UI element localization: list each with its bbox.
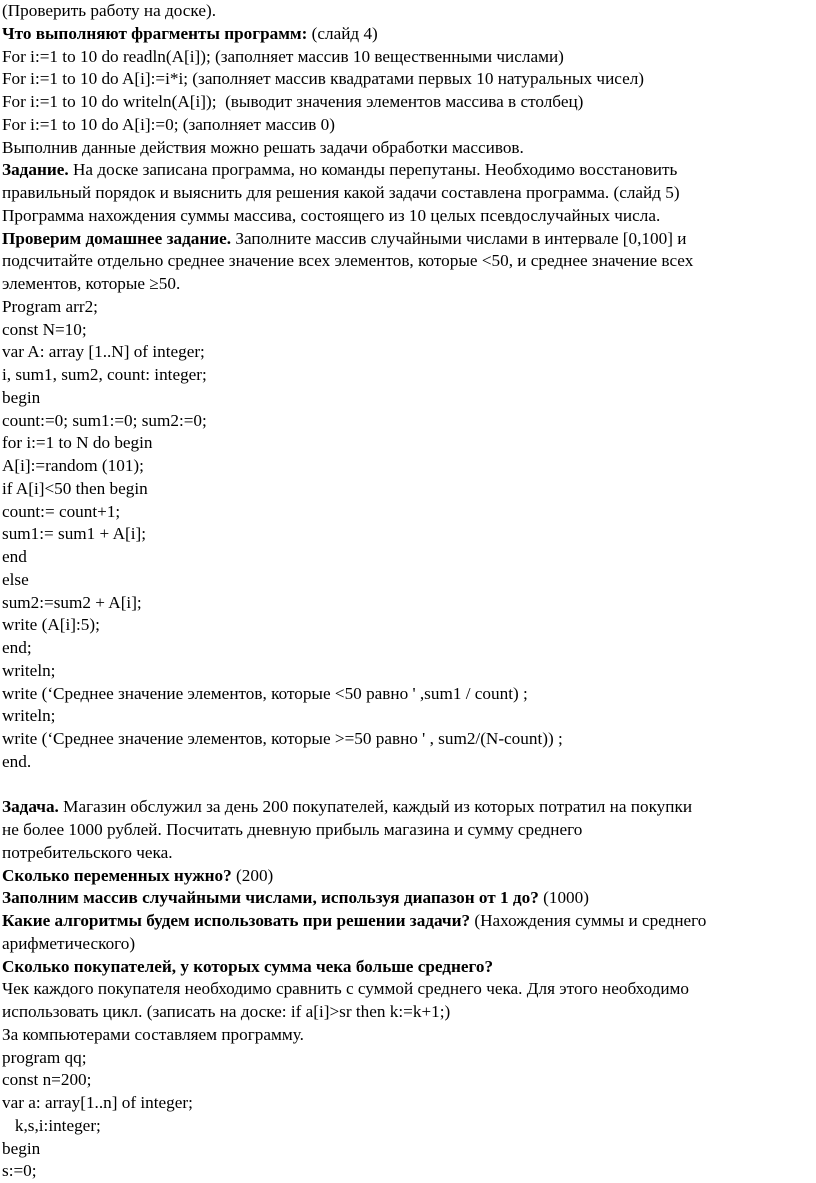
line-text: sum2:=sum2 + A[i]; [2, 592, 142, 612]
text-line [2, 250, 806, 273]
text-line [2, 842, 806, 865]
line-text: A[i]:=random (101); [2, 456, 144, 475]
text-line [2, 546, 806, 569]
line-text: For i:=1 to 10 do A[i]:=0; (заполняет массив 0) [2, 114, 335, 134]
text-line [2, 273, 806, 296]
text-line [2, 683, 806, 706]
line-text: Program arr2; [2, 296, 98, 316]
line-text: k,s,i:integer; [2, 1115, 101, 1135]
line-text: write (‘Среднее значение элементов, которые <50 равно ' ,sum1 / count) ; [2, 683, 528, 703]
line-text: writeln; [2, 660, 56, 680]
line-text: потребительского чека. [2, 842, 173, 862]
line-text: else [2, 569, 29, 589]
line-text: (Нахождения суммы и среднего [470, 911, 707, 930]
text-line [2, 364, 806, 387]
text-line [2, 387, 806, 410]
line-text: writeln; [2, 706, 56, 726]
text-line [2, 956, 806, 979]
text-line [2, 660, 806, 683]
text-line [2, 1092, 806, 1115]
line-text: end. [2, 751, 32, 771]
blank-line [2, 774, 806, 797]
text-line [2, 182, 806, 205]
line-text: подсчитайте отдельно среднее значение всех элементов, которые <50, и среднее значение всех [2, 251, 694, 271]
line-text: begin [2, 1138, 41, 1158]
text-line [2, 455, 806, 478]
text-line [2, 933, 806, 956]
text-line [2, 910, 806, 933]
text-line [2, 46, 806, 69]
line-text: for i:=1 to N do begin [2, 433, 153, 453]
text-line [2, 1069, 806, 1092]
bold-heading: Задание. [2, 160, 69, 180]
bold-heading: Проверим домашнее задание. [2, 228, 232, 248]
text-line [2, 592, 806, 615]
text-line [2, 614, 806, 637]
bold-heading: Заполним массив случайными числами, используя диапазон от 1 до? [2, 888, 539, 908]
line-text: write (‘Среднее значение элементов, которые >=50 равно ' , sum2/(N-count)) ; [2, 729, 563, 748]
text-line [2, 569, 806, 592]
line-text: i, sum1, sum2, count: integer; [2, 365, 207, 384]
line-text: const N=10; [2, 319, 87, 339]
line-text: (1000) [538, 888, 589, 908]
line-text: For i:=1 to 10 do writeln(A[i]); (выводит значения элементов массива в столбец) [2, 92, 584, 111]
text-line [2, 501, 806, 524]
text-line [2, 887, 806, 910]
bold-heading: Что выполняют фрагменты программ: [2, 23, 308, 43]
text-line [2, 796, 806, 819]
text-line [2, 978, 806, 1001]
text-line [2, 1138, 806, 1161]
line-text: For i:=1 to 10 do readln(A[i]); (заполняет массив 10 вещественными числами) [2, 46, 564, 66]
text-line [2, 91, 806, 114]
text-line [2, 637, 806, 660]
text-line [2, 137, 806, 160]
text-line [2, 751, 806, 774]
line-text: За компьютерами составляем программу. [2, 1024, 304, 1044]
line-text: Программа нахождения суммы массива, состоящего из 10 целых псевдослучайных числа. [2, 205, 661, 225]
line-text: if A[i]<50 then begin [2, 478, 148, 498]
line-text: count:=0; sum1:=0; sum2:=0; [2, 410, 207, 430]
text-line [2, 865, 806, 888]
line-text: var a: array[1..n] of integer; [2, 1093, 193, 1112]
line-text: count:= count+1; [2, 501, 121, 521]
text-line [2, 1024, 806, 1047]
text-line [2, 478, 806, 501]
text-line [2, 0, 806, 23]
text-line [2, 1115, 806, 1138]
line-text: не более 1000 рублей. Посчитать дневную прибыль магазина и сумму среднего [2, 820, 583, 839]
line-text: Чек каждого покупателя необходимо сравнить с суммой среднего чека. Для этого необходимо [2, 979, 690, 999]
line-text: begin [2, 387, 41, 407]
line-text: write (A[i]:5); [2, 615, 100, 635]
bold-heading: Сколько покупателей, у которых сумма чека больше среднего? [2, 956, 494, 976]
text-line [2, 432, 806, 455]
bold-heading: Задача. [2, 797, 59, 817]
line-text: program qq; [2, 1047, 87, 1067]
line-text: var A: array [1..N] of integer; [2, 342, 205, 362]
line-text: использовать цикл. (записать на доске: if a[i]>sr then k:=k+1;) [2, 1002, 451, 1021]
text-line [2, 1047, 806, 1070]
text-line [2, 159, 806, 182]
text-line [2, 228, 806, 251]
line-text: sum1:= sum1 + A[i]; [2, 524, 147, 544]
text-line [2, 205, 806, 228]
text-line [2, 728, 806, 751]
text-line [2, 23, 806, 46]
line-text: end [2, 547, 27, 566]
line-text: Заполните массив случайными числами в интервале [0,100] и [231, 228, 687, 248]
bold-heading: Сколько переменных нужно? [2, 865, 232, 885]
text-line [2, 819, 806, 842]
line-text: const n=200; [2, 1070, 92, 1090]
line-text: арифметического) [2, 933, 136, 953]
text-line [2, 296, 806, 319]
line-text: s:=0; [2, 1161, 37, 1181]
text-line [2, 114, 806, 137]
line-text: правильный порядок и выяснить для решения какой задачи составлена программа. (слайд 5) [2, 183, 680, 202]
line-text: (200) [231, 865, 274, 885]
text-line [2, 410, 806, 433]
text-line [2, 705, 806, 728]
text-line [2, 341, 806, 364]
line-text: For i:=1 to 10 do A[i]:=i*i; (заполняет массив квадратами первых 10 натуральных чисел) [2, 69, 645, 89]
text-line [2, 319, 806, 342]
line-text: Магазин обслужил за день 200 покупателей, каждый из которых потратил на покупки [58, 797, 693, 817]
line-text: Выполнив данные действия можно решать задачи обработки массивов. [2, 137, 524, 157]
text-line [2, 68, 806, 91]
text-line [2, 1001, 806, 1024]
line-text: (Проверить работу на доске). [2, 1, 217, 20]
line-text: end; [2, 638, 32, 657]
line-text: (слайд 4) [307, 23, 378, 43]
line-text: элементов, которые ≥50. [2, 274, 181, 293]
text-line [2, 523, 806, 546]
line-text: На доске записана программа, но команды перепутаны. Необходимо восстановить [68, 160, 678, 180]
bold-heading: Какие алгоритмы будем использовать при решении задачи? [2, 911, 471, 930]
